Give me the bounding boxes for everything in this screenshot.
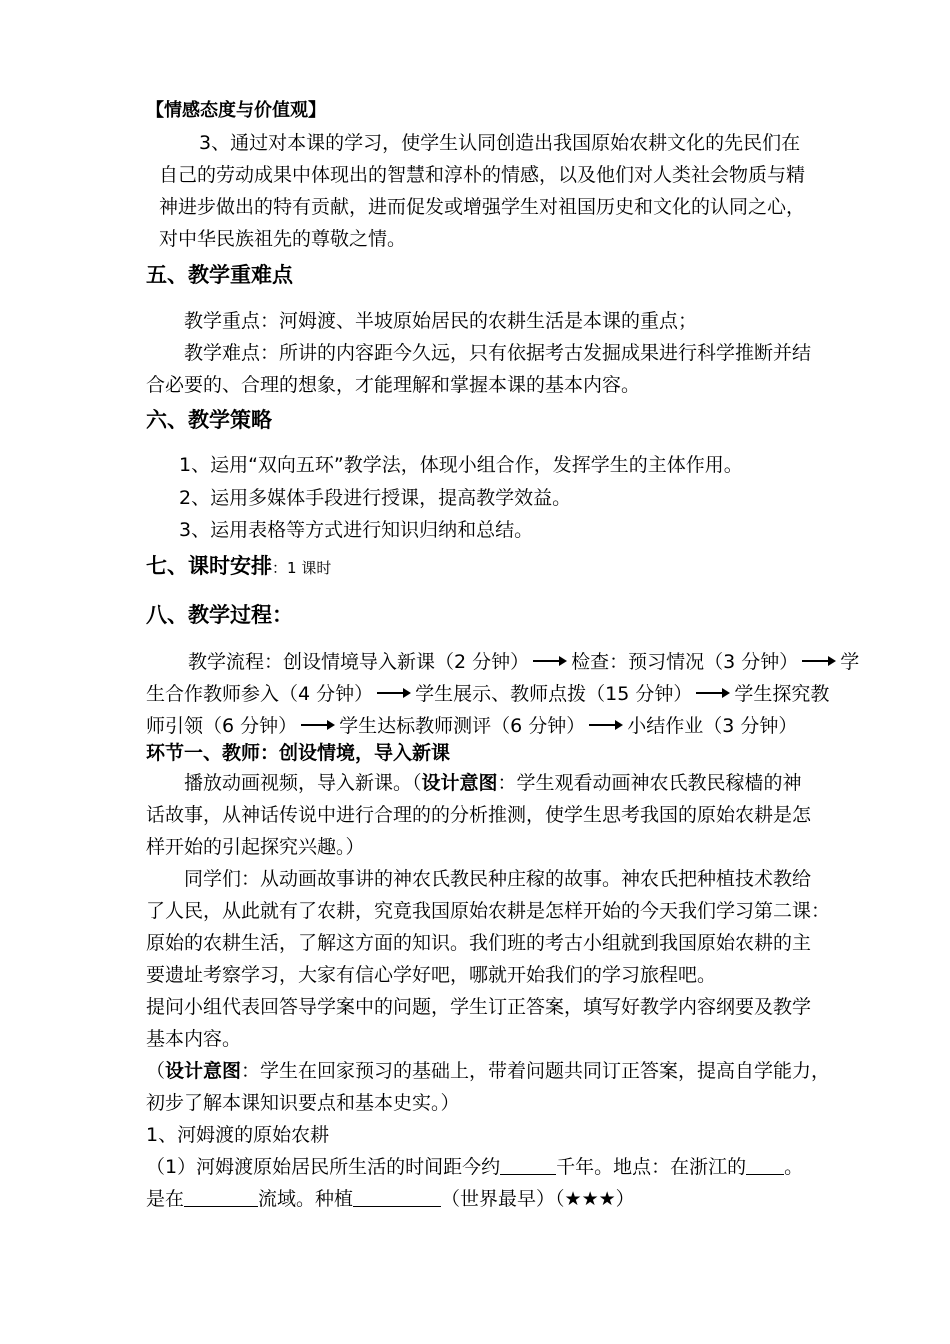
paragraph-line: 合必要的、合理的想象，才能理解和掌握本课的基本内容。 [146, 374, 641, 396]
flow-step: 学 [840, 651, 860, 673]
fill-blank[interactable] [353, 1188, 441, 1207]
paragraph-line: 样开始的引起探究兴趣。） [146, 836, 365, 858]
fill-blank[interactable] [500, 1156, 556, 1175]
paragraph-line: 3、通过对本课的学习，使学生认同创造出我国原始农耕文化的先民们在 [199, 132, 801, 154]
paragraph-line: 自己的劳动成果中体现出的智慧和淳朴的情感，以及他们对人类社会物质与精 [159, 164, 806, 186]
flow-step: 生合作教师参入（4 分钟） [146, 683, 374, 705]
paragraph-line: 基本内容。 [146, 1028, 242, 1050]
section-heading-5: 五、教学重难点 [146, 263, 293, 287]
text-run: （1）河姆渡原始居民所生活的时间距今约 [146, 1156, 501, 1178]
design-intent-label: 设计意图 [421, 772, 498, 794]
hemudu-title: 1、河姆渡的原始农耕 [146, 1124, 330, 1146]
paragraph-line: 要遗址考察学习，大家有信心学好吧，哪就开始我们的学习旅程吧。 [146, 964, 717, 986]
strategy-item: 2、运用多媒体手段进行授课，提高教学效益。 [179, 487, 572, 509]
flow-step: 师引领（6 分钟） [146, 715, 298, 737]
text-run: 千年。地点：在浙江的 [556, 1156, 747, 1178]
text-run: 。 [784, 1156, 804, 1178]
design-intent-label: 设计意图 [165, 1060, 242, 1082]
strategy-item: 3、运用表格等方式进行知识归纳和总结。 [179, 519, 534, 541]
flow-step: 学生探究教 [734, 683, 830, 705]
paragraph-line: 话故事，从神话传说中进行合理的的分析推测，使学生思考我国的原始农耕是怎 [146, 804, 812, 826]
flow-line-1 [188, 649, 859, 675]
section-7-colon: ： [272, 559, 288, 577]
text-run: ：学生观看动画神农氏教民稼樯的神 [497, 772, 802, 794]
paragraph-line: 初步了解本课知识要点和基本史实。） [146, 1092, 460, 1114]
paragraph-line: 同学们：从动画故事讲的神农氏教民种庄稼的故事。神农氏把种植技术教给 [184, 868, 812, 890]
flow-step: 学生展示、教师点拨（15 分钟） [415, 683, 693, 705]
strategy-item: 1、运用“双向五环”教学法，体现小组合作，发挥学生的主体作用。 [179, 454, 743, 476]
flow-step: 检查：预习情况（3 分钟） [571, 651, 799, 673]
text-run: 流域。种植 [258, 1188, 354, 1210]
flow-line-2 [146, 681, 829, 707]
hemudu-question-1 [146, 1154, 803, 1180]
flow-step: 小结作业（3 分钟） [627, 715, 798, 737]
paragraph-line: 对中华民族祖先的尊敬之情。 [159, 228, 407, 250]
arrow-right-icon [301, 719, 335, 731]
section-heading-attitude: 【情感态度与价值观】 [146, 100, 326, 121]
flow-step: 学生达标教师测评（6 分钟） [339, 715, 586, 737]
section-heading-6: 六、教学策略 [146, 408, 272, 432]
class-hours-value: 1 课时 [287, 559, 332, 577]
paragraph-line: 原始的农耕生活，了解这方面的知识。我们班的考古小组就到我国原始农耕的主 [146, 932, 812, 954]
section-heading-7: 七、课时安排 [146, 554, 272, 578]
flow-step: 教学流程：创设情境导入新课（2 分钟） [188, 651, 530, 673]
paragraph-line: 提问小组代表回答导学案中的问题，学生订正答案，填写好教学内容纲要及教学 [146, 996, 812, 1018]
section-heading-8: 八、教学过程： [146, 603, 293, 627]
arrow-right-icon [377, 687, 411, 699]
paragraph-line: 教学重点：河姆渡、半坡原始居民的农耕生活是本课的重点； [184, 310, 698, 332]
text-run: ：学生在回家预习的基础上，带着问题共同订正答案，提高自学能力， [241, 1060, 831, 1082]
section-7 [146, 553, 331, 581]
hemudu-question-2 [146, 1186, 635, 1212]
arrow-right-icon [533, 655, 567, 667]
paragraph-line: 了人民，从此就有了农耕，究竟我国原始农耕是怎样开始的今天我们学习第二课： [146, 900, 831, 922]
paragraph-line: 神进步做出的特有贡献，进而促发或增强学生对祖国历史和文化的认同之心， [159, 196, 806, 218]
text-run: （世界最早）（★★★） [441, 1188, 635, 1210]
paragraph-line [184, 770, 802, 796]
arrow-right-icon [802, 655, 836, 667]
arrow-right-icon [696, 687, 730, 699]
arrow-right-icon [589, 719, 623, 731]
flow-line-3 [146, 713, 797, 739]
fill-blank[interactable] [746, 1156, 784, 1175]
paragraph-line [146, 1058, 830, 1084]
fill-blank[interactable] [184, 1188, 258, 1207]
text-run: （ [146, 1060, 166, 1082]
paragraph-line: 教学难点：所讲的内容距今久远，只有依据考古发掘成果进行科学推断并结 [184, 342, 812, 364]
text-run: 是在 [146, 1188, 185, 1210]
text-run: 播放动画视频，导入新课。（ [184, 772, 422, 794]
step1-heading: 环节一、教师：创设情境，导入新课 [146, 742, 451, 764]
